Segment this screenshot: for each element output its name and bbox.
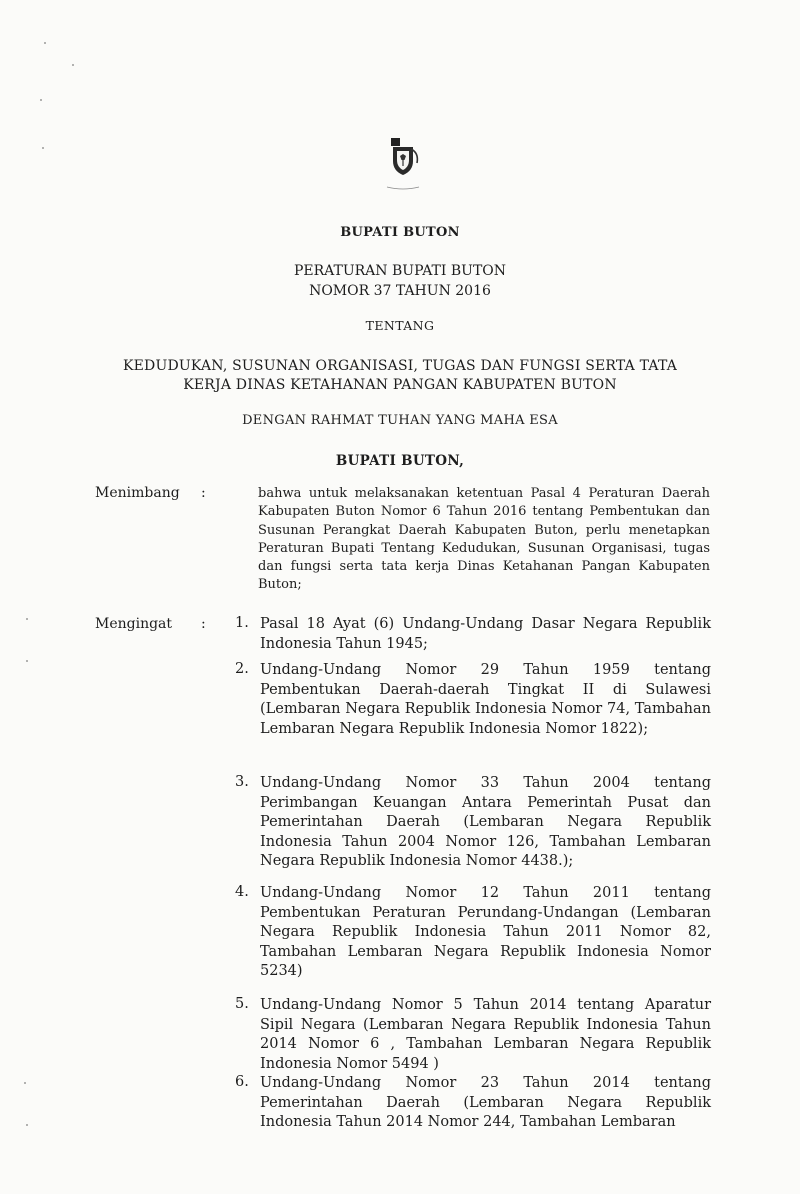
invocation-line: DENGAN RAHMAT TUHAN YANG MAHA ESA xyxy=(242,413,558,428)
menimbang-label: Menimbang xyxy=(95,485,180,501)
list-item-number: 1. xyxy=(235,615,249,631)
tentang-heading: TENTANG xyxy=(365,318,435,333)
scan-speck xyxy=(26,1124,28,1126)
list-item: Undang-Undang Nomor 29 Tahun 1959 tentang Pembentukan Daerah-daerah Tingkat II di Sulawesi (Lembaran Negara Republik Indonesia Nomor 74, Tambahan Lembaran Negara Republik Indonesia Nomor 1822); xyxy=(260,662,711,737)
scan-speck xyxy=(26,618,28,620)
list-item: Pasal 18 Ayat (6) Undang-Undang Dasar Negara Republik Indonesia Tahun 1945; xyxy=(260,616,711,652)
menimbang-colon: : xyxy=(201,485,206,501)
regulation-title: PERATURAN BUPATI BUTON xyxy=(293,263,507,279)
list-item-number: 5. xyxy=(235,996,249,1012)
list-item-number: 3. xyxy=(235,774,249,790)
list-item: Undang-Undang Nomor 12 Tahun 2011 tentang Pembentukan Peraturan Perundang-Undangan (Lembaran Negara Republik Indonesia Tahun 2011 Nomor 82, Tambahan Lembaran Negara Republik Indonesia Nomor 5234) xyxy=(260,885,711,979)
mengingat-colon: : xyxy=(201,616,206,632)
mengingat-label: Mengingat xyxy=(95,616,173,632)
scan-speck xyxy=(26,660,28,662)
issuer-heading: BUPATI BUTON, xyxy=(335,453,465,469)
list-item-number: 2. xyxy=(235,661,249,677)
list-item: Undang-Undang Nomor 5 Tahun 2014 tentang Aparatur Sipil Negara (Lembaran Negara Republik Indonesia Tahun 2014 Nomor 6 , Tambahan Lembaran Negara Republik Indonesia Nomor 5494 ) xyxy=(260,997,711,1072)
scan-speck xyxy=(72,64,74,66)
regulation-subject-line1: KEDUDUKAN, SUSUNAN ORGANISASI, TUGAS DAN FUNGSI SERTA TATA xyxy=(122,358,678,374)
scan-speck xyxy=(24,1082,26,1084)
list-item-number: 4. xyxy=(235,884,249,900)
scan-speck xyxy=(40,99,42,101)
regulation-subject-line2: KERJA DINAS KETAHANAN PANGAN KABUPATEN BUTON xyxy=(183,377,617,393)
regency-emblem-icon xyxy=(381,133,425,193)
list-item: Undang-Undang Nomor 23 Tahun 2014 tentang Pemerintahan Daerah (Lembaran Negara Republik Indonesia Tahun 2014 Nomor 244, Tambahan Lembaran xyxy=(260,1075,711,1130)
scan-speck xyxy=(44,42,46,44)
scan-speck xyxy=(42,147,44,149)
office-heading: BUPATI BUTON xyxy=(340,225,460,240)
regulation-number: NOMOR 37 TAHUN 2016 xyxy=(309,283,491,299)
menimbang-text: bahwa untuk melaksanakan ketentuan Pasal 4 Peraturan Daerah Kabupaten Buton Nomor 6 Tahun 2016 tentang Pembentukan dan Susunan Perangkat Daerah Kabupaten Buton, perlu menetapkan Peraturan Bupati Tentang Kedudukan, Susunan Organisasi, tugas dan fungsi serta tata kerja Dinas Ketahanan Pangan Kabupaten Buton; xyxy=(258,486,710,593)
list-item: Undang-Undang Nomor 33 Tahun 2004 tentang Perimbangan Keuangan Antara Pemerintah Pusat dan Pemerintahan Daerah (Lembaran Negara Republik Indonesia Tahun 2004 Nomor 126, Tambahan Lembaran Negara Republik Indonesia Nomor 4438.); xyxy=(260,775,711,869)
list-item-number: 6. xyxy=(235,1074,249,1090)
